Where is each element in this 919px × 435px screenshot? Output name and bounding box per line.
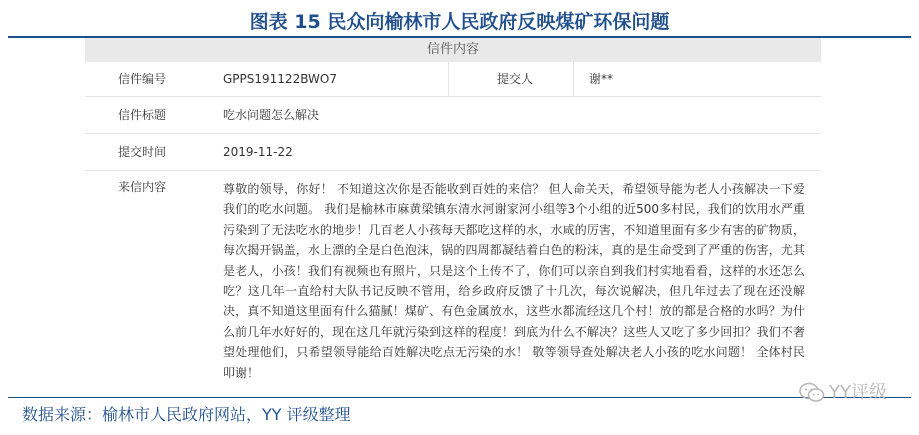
- wechat-icon: [799, 382, 825, 404]
- row-letter-id: [85, 62, 821, 97]
- submitter-value: 谢**: [589, 72, 614, 86]
- divider: [573, 62, 574, 96]
- watermark-text: YY评级: [829, 382, 887, 403]
- letter-id-value: GPPS191122BWO7: [223, 72, 337, 86]
- watermark: [799, 382, 887, 404]
- submitter-label: 提交人: [497, 72, 534, 86]
- date-label: 提交时间: [118, 145, 167, 159]
- row-content: [85, 171, 821, 380]
- source-note: 数据来源：榆林市人民政府网站，YY 评级整理: [22, 405, 351, 424]
- divider: [448, 62, 449, 96]
- content-label: 来信内容: [118, 180, 167, 194]
- content-text: 尊敬的领导，你好！ 不知道这次你是否能收到百姓的来信？ 但人命关天，希望领导能为老人小孩解决一下爱我们的吃水问题。 我们是榆林市麻黄梁镇东清水河谢家河小组等3个小组的近500多村民，我们的饮用水严重污染到了无法吃水的地步！几百老人小孩每天都吃这样的水，水咸的厉害，不知道里面有多少有害的矿物质，每次揭开锅盖，水上漂的全是白色泡沫，锅的四周都凝结着白色的粉沫，真的是生命受到了严重的伤害，尤其是老人，小孩！我们有视频也有照片，只是这个上传不了，你们可以亲自到我们村实地看看，这样的水还怎么吃？这几年一直给村大队书记反映不管用，给乡政府反馈了十几次，每次说解决，但几年过去了现在还没解决，真不知道这里面有什么猫腻！煤矿、有色金属放水，这些水都流经这几个村！放的都是合格的水吗？为什么前几年水好好的，现在这几年就污染到这样的程度！到底为什么不解决？这些人又吃了多少回扣？我们不奢望处理他们，只希望领导能给百姓解决吃点无污染的水！ 敬等领导查处解决老人小孩的吃水问题！ 全体村民叩谢！: [223, 182, 805, 380]
- date-value: 2019-11-22: [223, 145, 293, 159]
- letter-card: [85, 38, 821, 380]
- subject-value: 吃水问题怎么解决: [223, 108, 320, 122]
- bottom-rule: [8, 397, 911, 398]
- row-date: [85, 134, 821, 171]
- letter-id-label: 信件编号: [118, 72, 167, 86]
- subject-label: 信件标题: [118, 108, 167, 122]
- card-header: 信件内容: [85, 38, 821, 62]
- figure-title: 图表 15 民众向榆林市人民政府反映煤矿环保问题: [249, 11, 670, 33]
- row-subject: [85, 97, 821, 134]
